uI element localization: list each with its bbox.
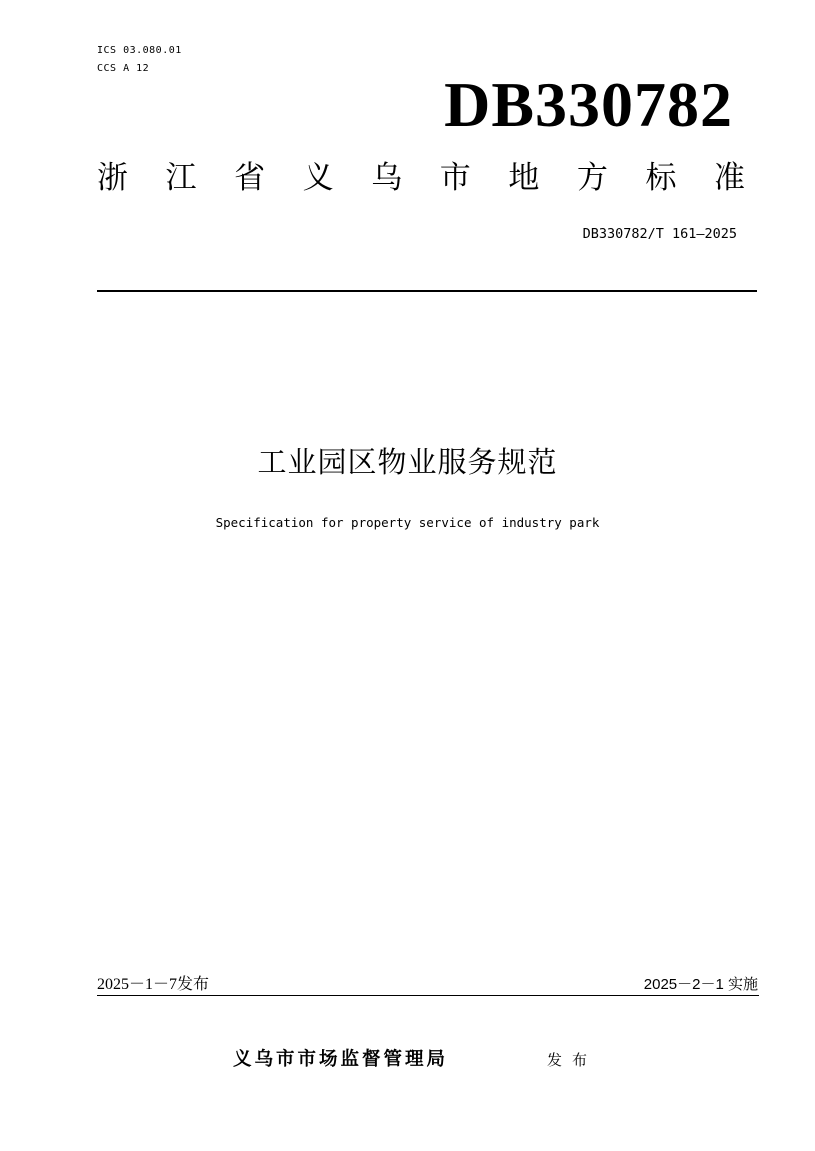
db-code: DB330782 [444, 69, 733, 140]
document-title-zh: 工业园区物业服务规范 [257, 445, 558, 479]
issue-date: 2025－1－7发布 [97, 976, 210, 993]
standard-number: DB330782/T 161—2025 [582, 226, 737, 242]
effective-date: 2025－2－1 实施 [643, 976, 758, 993]
ccs-code: CCS A 12 [97, 63, 150, 74]
issue-label: 发布 [547, 1051, 598, 1069]
issuing-authority: 义乌市市场监督管理局 [233, 1049, 449, 1070]
standard-type-title: 浙 江 省 义 乌 市 地 方 标 准 [97, 160, 745, 196]
classification-codes [97, 42, 182, 78]
document-title-en: Specification for property service of industry park [215, 515, 600, 530]
footer-divider [97, 995, 759, 996]
ics-code: ICS 03.080.01 [97, 45, 182, 56]
header-divider [97, 290, 757, 292]
